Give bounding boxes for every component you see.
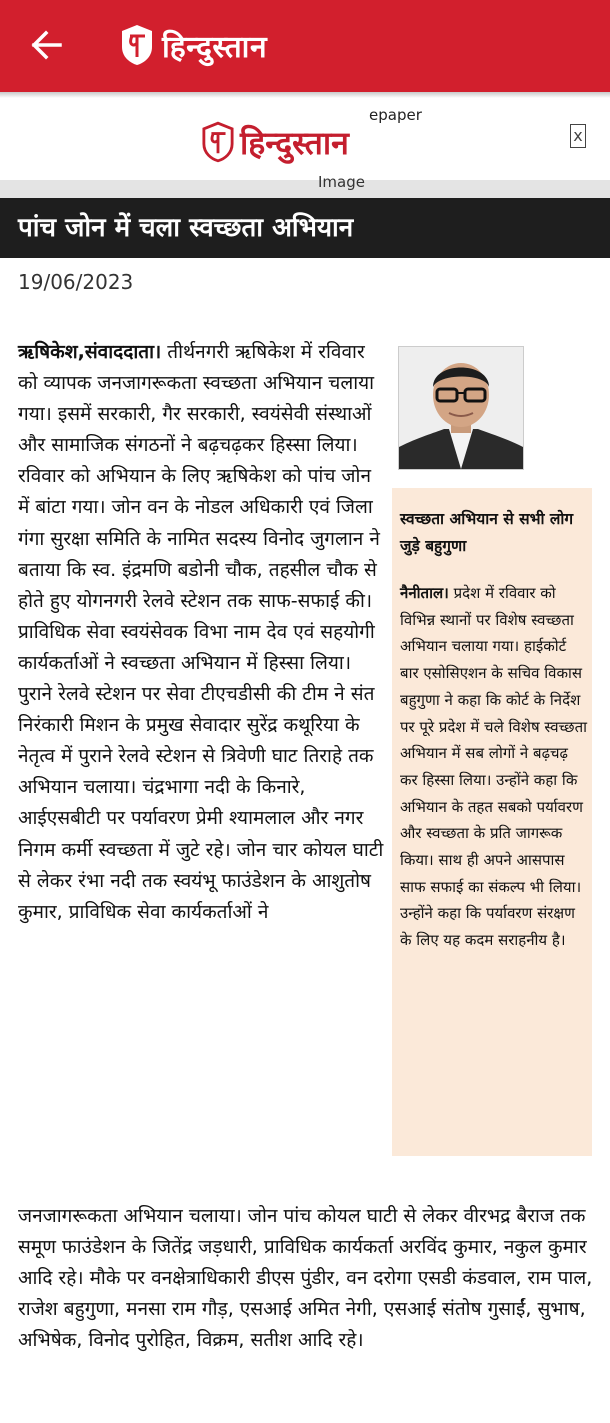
article-column [18,337,388,928]
sidebar-body: प्रदेश में रविवार को विभिन्न स्थानों पर विशेष स्वच्छता अभियान चलाया गया। हाईकोर्ट बार एसोसिएशन के सचिव विकास बहुगुणा ने कहा कि कोर्ट के निर्देश पर पूरे प्रदेश में चले विशेष स्वच्छता अभियान में सब लोगों ने बढ़चढ़ कर हिस्सा लिया। उन्होंने कहा कि अभियान के तहत सबको पर्यावरण और स्वच्छता के प्रति जागरूक किया। साथ ही अपने आसपास साफ सफाई का संकल्प भी लिया। उन्होंने कहा कि पर्यावरण संरक्षण के लिए यह कदम सराहनीय है। [400,584,588,950]
app-logo-text: हिन्दुस्तान [162,29,268,65]
person-photo [398,346,524,470]
article-body: तीर्थनगरी ऋषिकेश में रविवार को व्यापक जनजागरूकता स्वच्छता अभियान चलाया गया। इसमें सरकारी, गैर सरकारी, स्वयंसेवी संस्थाओं और सामाजिक संगठनों ने बढ़चढ़कर हिस्सा लिया। रविवार को अभियान के लिए ऋषिकेश को पांच जोन में बांटा गया। जोन वन के नोडल अधिकारी एवं जिला गंगा सुरक्षा समिति के नामित सदस्य विनोद जुगलान ने बताया कि स्व. इंद्रमणि बडोनी चौक, तहसील चौक से होते हुए योगनगरी रेलवे स्टेशन तक साफ-सफाई की। प्राविधिक सेवा स्वयंसेवक विभा नाम देव एवं सहयोगी कार्यकर्ताओं ने स्वच्छता अभियान में हिस्सा लिया। पुराने रेलवे स्टेशन पर सेवा टीएचडीसी की टीम ने संत निरंकारी मिशन के प्रमुख सेवादार सुरेंद्र कथूरिया के नेतृत्व में पुराने रेलवे स्टेशन से त्रिवेणी घाट तिराहे तक अभियान चलाया। चंद्रभागा नदी के किनारे, आईएसबीटी पर पर्यावरण प्रेमी श्यामलाल और नगर निगम कर्मी स्वच्छता में जुटे रहे। जोन चार कोयल घाटी से लेकर रंभा नदी तक स्वयंभू फाउंडेशन के आशुतोष कुमार, प्राविधिक सेवा कार्यकर्ताओं ने [18,341,384,923]
epaper-header [0,98,610,180]
epaper-logo [202,120,349,164]
hindustan-emblem-icon [202,120,234,164]
close-icon[interactable]: x [570,124,586,148]
back-button[interactable] [22,22,72,68]
epaper-logo-text: हिन्दुस्तान [240,123,349,162]
app-logo [120,20,267,70]
headline-bar [0,198,610,258]
epaper-label: epaper [369,106,422,124]
article-date: 19/06/2023 [18,270,134,294]
article-continued: जनजागरूकता अभियान चलाया। जोन पांच कोयल घाटी से लेकर वीरभद्र बैराज तक समूण फाउंडेशन के जितेंद्र जड़धारी, प्राविधिक कार्यकर्ता अरविंद कुमार, नकुल कुमार आदि रहे। मौके पर वनक्षेत्राधिकारी डीएस पुंडीर, वन दरोगा एसडी कंडवाल, राम पाल, राजेश बहुगुणा, मनसा राम गौड़, एसआई अमित नेगी, एसआई संतोष गुसाईं, सुभाष, अभिषेक, विनोद पुरोहित, विक्रम, सतीश आदि रहे। [18,1205,593,1351]
arrow-left-icon [22,22,72,68]
sidebar-dateline: नैनीताल। [400,584,449,602]
sidebar-headline: स्वच्छता अभियान से सभी लोग जुड़े बहुगुणा [400,510,574,555]
sidebar-box [392,488,592,1156]
sidebar-body-wrap [400,580,588,954]
image-label: Image [318,173,365,191]
app-bar [0,0,610,92]
article-dateline: ऋषिकेश,संवाददाता। [18,341,162,363]
article-headline: पांच जोन में चला स्वच्छता अभियान [18,213,354,243]
hindustan-emblem-icon [120,23,154,67]
portrait-image [399,347,523,469]
